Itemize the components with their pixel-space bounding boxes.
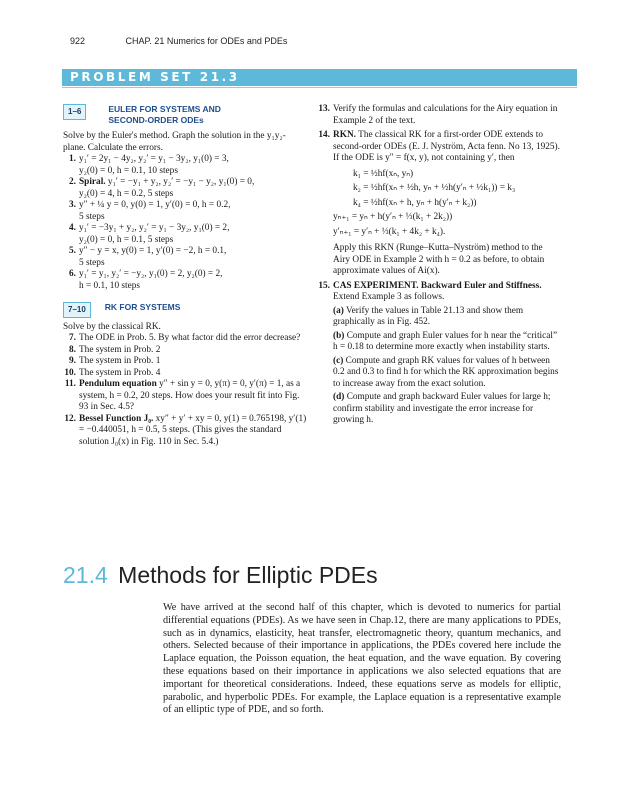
problem-3 bbox=[63, 200, 307, 223]
problem-text: The system in Prob. 1 bbox=[79, 356, 161, 366]
part-label: (c) bbox=[333, 355, 344, 366]
problem-text: xy″ + y′ + xy = 0, y(1) = 0.765198, y′(1) = −0.440051, h = 0.5, 5 steps. (This gives the standard solution J₀(x) in Fig. 110 in Sec. 5.4.) bbox=[79, 413, 307, 447]
equation-line: y₁′ = y₁, y₂′ = −y₂, y₁(0) = 2, y₂(0) = 2, bbox=[79, 269, 223, 279]
equation-line: y₁′ = −3y₁ + y₂, y₂′ = y₁ − 3y₂, y₁(0) = 2, bbox=[79, 223, 230, 233]
problem-text: The ODE in Prob. 5. By what factor did the error decrease? bbox=[79, 333, 301, 343]
equation-line: y″ + ¼ y = 0, y(0) = 1, y′(0) = 0, h = 0.2, bbox=[79, 200, 231, 210]
chapter-title: CHAP. 21 Numerics for ODEs and PDEs bbox=[125, 36, 288, 46]
problem-number: 7. bbox=[69, 333, 76, 343]
part-label: (b) bbox=[333, 330, 345, 341]
part-label: (a) bbox=[333, 305, 344, 316]
equation-line: 5 steps bbox=[79, 211, 105, 222]
formula-k4: k₄ = ½hf(xₙ + h, yₙ + h(y′ₙ + k₂)) bbox=[353, 197, 477, 208]
problem-number: 4. bbox=[69, 223, 76, 233]
range-tag: 1–6 bbox=[63, 104, 86, 120]
problem-label: Bessel Function J₀. bbox=[79, 413, 154, 424]
problem-13 bbox=[317, 104, 561, 127]
equation-line: h = 0.1, 10 steps bbox=[79, 280, 141, 291]
right-column bbox=[317, 104, 561, 427]
section-heading-1-6 bbox=[63, 104, 307, 126]
problem-number: 8. bbox=[69, 344, 76, 355]
part-text: Compute and graph Euler values for h near the “critical” h = 0.18 to determine more exactly when instability starts. bbox=[333, 330, 558, 352]
problem-5 bbox=[63, 246, 307, 269]
problem-text: Apply this RKN (Runge–Kutta–Nyström) method to the Airy ODE in Example 2 with h = 0.2 as before, to obtain approximate values of Ai(x). bbox=[333, 243, 545, 276]
section-title-line: SECOND-ORDER ODEs bbox=[108, 115, 204, 125]
problem-9 bbox=[63, 356, 307, 368]
problem-number: 5. bbox=[69, 246, 76, 256]
section-number: 21.4 bbox=[63, 562, 108, 588]
problem-number: 15. bbox=[318, 280, 330, 291]
equation-line: y₁′ = 2y₁ − 4y₂, y₂′ = y₁ − 3y₂, y₁(0) = 3, bbox=[79, 154, 229, 164]
problem-number: 10. bbox=[64, 367, 76, 378]
problem-number: 12. bbox=[64, 413, 76, 424]
section-title-line: EULER FOR SYSTEMS AND bbox=[108, 104, 221, 114]
problem-14 bbox=[317, 130, 561, 278]
problem-label: Spiral. bbox=[79, 177, 106, 187]
section-title-line: RK FOR SYSTEMS bbox=[104, 302, 181, 312]
problem-text: y″ + sin y = 0, y(π) = 0, y′(π) = 1, as a system, h = 0.2, 20 steps. How does your result fit into Fig. 93 in Sec. 4.5? bbox=[79, 379, 301, 412]
problem-8 bbox=[63, 345, 307, 357]
formula-k2: k₂ = ½hf(xₙ + ½h, yₙ + ½h(y′ₙ + ½k₁)) = k₃ bbox=[353, 183, 516, 193]
equation-line: y₂(0) = 0, h = 0.1, 5 steps bbox=[79, 234, 174, 245]
problem-text: The system in Prob. 2 bbox=[79, 344, 161, 355]
section-heading bbox=[63, 562, 378, 589]
problem-1 bbox=[63, 154, 307, 177]
part-text: Compute and graph backward Euler values for large h; confirm stability and investigate the error increase for growing h. bbox=[333, 392, 551, 425]
problem-label: CAS EXPERIMENT. Backward Euler and Stiffness. bbox=[333, 280, 542, 291]
part-text: Compute and graph RK values for values of h between 0.2 and 0.3 to find h for which the RK approximation begins to increase away from the exact solution. bbox=[333, 355, 559, 389]
problem-number: 14. bbox=[318, 130, 330, 140]
problem-text: Verify the formulas and calculations for the Airy equation in Example 2 of the text. bbox=[333, 104, 558, 126]
problem-number: 6. bbox=[69, 269, 76, 279]
problem-text: The system in Prob. 4 bbox=[79, 367, 161, 378]
problem-number: 9. bbox=[69, 356, 76, 366]
problem-text: The classical RK for a first-order ODE extends to second-order ODEs (E. J. Nyström, Acta fenn. No 13, 1925). If the ODE is y″ = f(x, y), not containing y′, then bbox=[333, 130, 560, 163]
problem-label: Pendulum equation bbox=[79, 379, 157, 389]
part-text: Verify the values in Table 21.13 and show them graphically as in Fig. 452. bbox=[333, 305, 524, 327]
formula-k1: k₁ = ½hf(xₙ, yₙ) bbox=[353, 168, 414, 179]
problem-2 bbox=[63, 177, 307, 200]
section-heading-7-10 bbox=[63, 302, 307, 318]
running-header bbox=[70, 36, 287, 46]
problem-number: 13. bbox=[318, 104, 330, 114]
section-intro-paragraph: We have arrived at the second half of this chapter, which is devoted to numerics for partial differential equations (PDEs). As we have seen in Chap.12, there are many applications to PDEs, such as in dynamics, elasticity, heat transfer, electromagnetic theory, quantum mechanics, and others. Selected because of their importance in applications, the PDEs covered here include the Laplace equation, the Poisson equation, the heat equation, and the wave equation. By covering these equations based on their importance in applications we also selected equations that are important for theoretical considerations. Indeed, these equations serve as models for elliptic, parabolic, and hyperbolic PDEs. For example, the Laplace equation is a representative example of an elliptic type of PDE, and so forth. bbox=[163, 602, 561, 716]
page-number: 922 bbox=[70, 36, 86, 46]
problem-12 bbox=[63, 414, 307, 449]
problem-7 bbox=[63, 333, 307, 345]
equation-line: y″ − y = x, y(0) = 1, y′(0) = −2, h = 0.1, bbox=[79, 246, 227, 256]
instructions: Solve by the classical RK. bbox=[63, 321, 161, 332]
problem-15 bbox=[317, 281, 561, 427]
problem-set-title: PROBLEM SET 21.3 bbox=[70, 70, 240, 84]
equation-line: y₂(0) = 0, h = 0.1, 10 steps bbox=[79, 165, 178, 176]
problem-number: 11. bbox=[64, 379, 76, 389]
part-label: (d) bbox=[333, 392, 345, 402]
problem-number: 3. bbox=[69, 200, 76, 210]
problem-label: RKN. bbox=[333, 130, 356, 140]
range-tag: 7–10 bbox=[63, 302, 91, 318]
problem-11 bbox=[63, 379, 307, 414]
equation-line: 5 steps bbox=[79, 257, 105, 268]
problem-text: Extend Example 3 as follows. bbox=[333, 292, 445, 302]
formula-y-next: yₙ₊₁ = yₙ + h(y′ₙ + ⅓(k₁ + 2k₂)) bbox=[333, 212, 453, 222]
equation-line: y₂(0) = 4, h = 0.2, 5 steps bbox=[79, 188, 174, 199]
problem-6 bbox=[63, 269, 307, 292]
problem-number: 1. bbox=[69, 154, 76, 164]
problem-10 bbox=[63, 368, 307, 380]
left-column bbox=[63, 104, 307, 448]
section-title: Methods for Elliptic PDEs bbox=[118, 562, 378, 588]
problem-number: 2. bbox=[69, 177, 76, 187]
problem-4 bbox=[63, 223, 307, 246]
equation-line: y₁′ = −y₁ + y₂, y₂′ = −y₁ − y₂, y₁(0) = 0, bbox=[105, 177, 255, 187]
instructions: Solve by the Euler's method. Graph the solution in the y₁y₂-plane. Calculate the errors. bbox=[63, 131, 286, 153]
formula-yprime-next: y′ₙ₊₁ = y′ₙ + ⅓(k₁ + 4k₂ + k₄). bbox=[333, 226, 446, 237]
